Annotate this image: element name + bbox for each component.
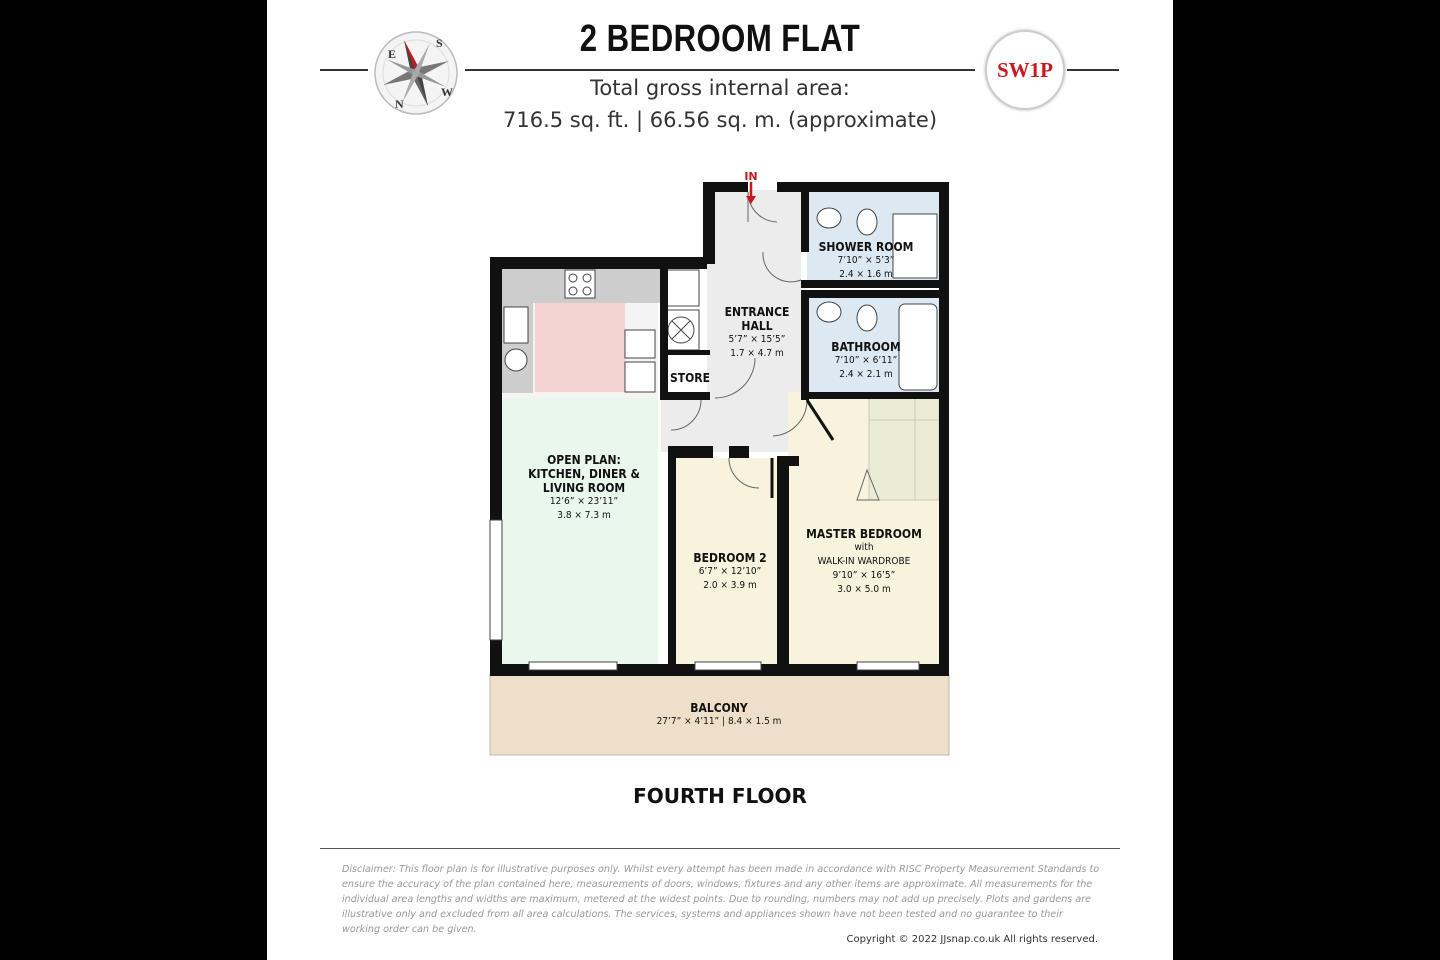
- entrance-hall-imperial: 5’7” × 15’5”: [728, 334, 786, 345]
- open-plan-name-2: KITCHEN, DINER &: [528, 467, 640, 481]
- compass-label-e: E: [388, 47, 397, 61]
- bath-toilet-icon: [857, 305, 877, 331]
- fridge-freezer-icon: [625, 362, 655, 392]
- walk-in-wardrobe: [869, 398, 939, 500]
- bathroom-name: BATHROOM: [831, 340, 901, 354]
- compass-label-n: N: [395, 97, 404, 111]
- sink-bowl-icon: [505, 349, 527, 371]
- footer-rule: [320, 848, 1120, 849]
- bathroom-metric: 2.4 × 2.1 m: [839, 369, 893, 380]
- washing-machine-icon: [663, 270, 699, 306]
- balcony-name: BALCONY: [690, 701, 748, 715]
- shower-room-label: [819, 240, 914, 282]
- shower-basin-icon: [817, 208, 841, 228]
- bath-basin-icon: [817, 302, 841, 322]
- area-line-1: Total gross internal area:: [590, 76, 850, 100]
- living-room-side-window: [490, 520, 502, 640]
- floor-plan-drawing: [267, 0, 1173, 960]
- store-label: [670, 371, 710, 385]
- master-bedroom-imperial: 9’10” × 16’5”: [832, 570, 896, 581]
- plan-title: 2 BEDROOM FLAT: [579, 18, 861, 60]
- floor-plan-sheet: [267, 0, 1173, 960]
- master-bedroom-label: [806, 527, 922, 597]
- kitchen-island: [535, 302, 625, 392]
- store-name: STORE: [669, 371, 711, 385]
- master-bedroom-with: with: [854, 542, 874, 553]
- area-line-2: 716.5 sq. ft. | 66.56 sq. m. (approximate): [502, 108, 938, 132]
- living-room-floor: [501, 398, 658, 670]
- bedroom-2-imperial: 6’7” × 12’10”: [698, 566, 762, 577]
- master-bedroom-extra: WALK-IN WARDROBE: [817, 556, 911, 567]
- open-plan-imperial: 12’6” × 23’11”: [549, 496, 619, 507]
- entrance-hall-label: [725, 305, 790, 361]
- compass-label-s: S: [436, 36, 443, 50]
- shower-room-name: SHOWER ROOM: [818, 240, 914, 254]
- shower-room-metric: 2.4 × 1.6 m: [839, 269, 893, 280]
- master-bedroom-window: [857, 662, 919, 670]
- hall-lobby-floor: [661, 392, 707, 452]
- open-plan-name-3: LIVING ROOM: [542, 481, 626, 495]
- entrance-marker: IN: [744, 170, 758, 183]
- open-plan-metric: 3.8 × 7.3 m: [557, 510, 611, 521]
- bedroom-2-name: BEDROOM 2: [693, 551, 767, 565]
- bedroom-2-metric: 2.0 × 3.9 m: [703, 580, 757, 591]
- dishwasher-icon: [625, 330, 655, 358]
- open-plan-name-1: OPEN PLAN:: [547, 453, 621, 467]
- floor-label: FOURTH FLOOR: [633, 784, 807, 808]
- bathroom-imperial: 7’10” × 6’11”: [834, 355, 898, 366]
- entrance-hall-name-2: HALL: [741, 319, 773, 333]
- bedroom-2-window: [695, 662, 761, 670]
- balcony-dims: 27’7” × 4’11” | 8.4 × 1.5 m: [656, 716, 782, 727]
- copyright-text: Copyright © 2022 JJsnap.co.uk All rights reserved.: [846, 934, 1098, 945]
- bathtub-icon: [899, 304, 937, 390]
- bathroom-label: [831, 340, 900, 382]
- master-bedroom-metric: 3.0 × 5.0 m: [837, 584, 891, 595]
- shower-toilet-icon: [857, 209, 877, 235]
- disclaimer-text: Disclaimer: This floor plan is for illustrative purposes only. Whilst every attempt has been made in accordance with RISC Property Measurement Standards to ensure the accuracy of the plan contained here, measurements of doors, windows, fixtures and any other items are approximate. All measurements for the individual area lengths and widths are maximum, metered at the widest points. Due to rounding, numbers may not add up precisely. Plots and gardens are illustrative only and excluded from all area calculations. The services, systems and appliances shown have not been tested and no guarantee to their working order can be given.: [342, 864, 1100, 935]
- entrance-hall-metric: 1.7 × 4.7 m: [730, 348, 784, 359]
- master-bedroom-name: MASTER BEDROOM: [806, 527, 922, 541]
- open-plan-label: [528, 453, 640, 523]
- bedroom-2-label: [693, 551, 766, 593]
- compass-label-w: W: [441, 85, 453, 99]
- postcode-badge: SW1P: [985, 30, 1065, 110]
- balcony-label: [657, 701, 782, 729]
- sink-drainer-icon: [504, 307, 528, 343]
- shower-room-imperial: 7’10” × 5’3”: [837, 255, 895, 266]
- entrance-hall-name-1: ENTRANCE: [724, 305, 790, 319]
- living-room-window: [529, 662, 617, 670]
